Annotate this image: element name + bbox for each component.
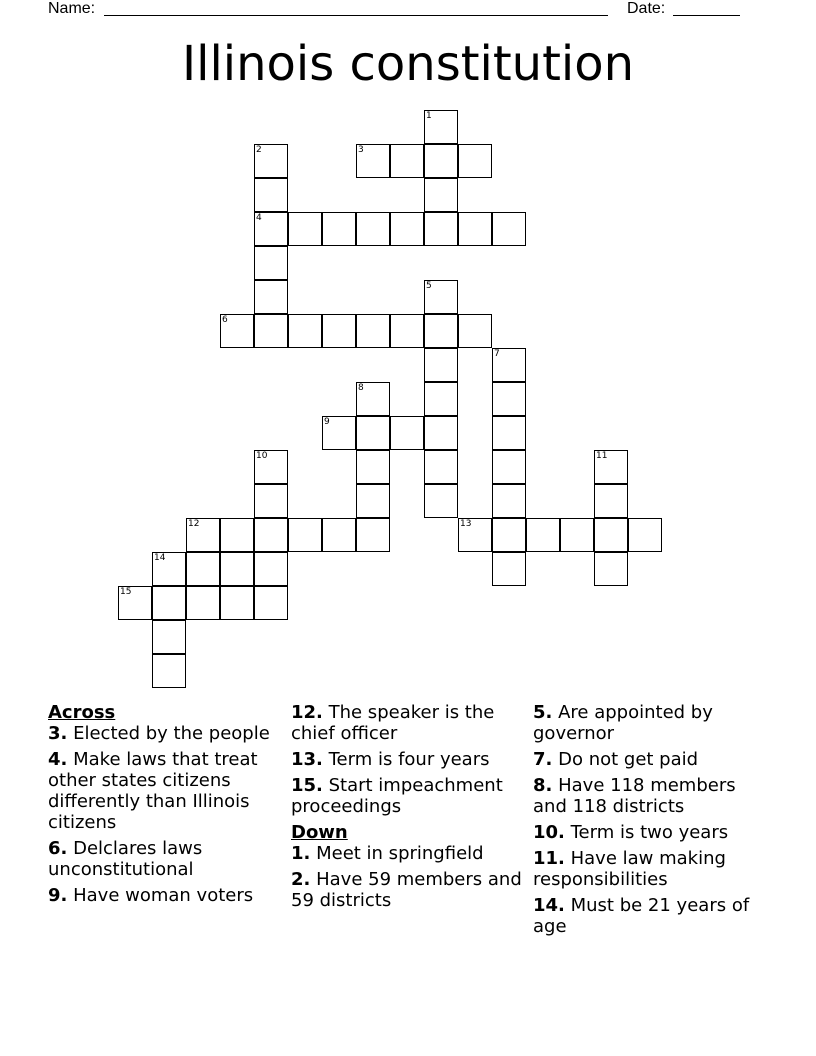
across-clue-list-continued	[291, 702, 527, 817]
crossword-cell[interactable]	[390, 314, 424, 348]
clue-text: Start impeachment proceedings	[291, 775, 503, 817]
crossword-cell[interactable]	[628, 518, 662, 552]
crossword-cell[interactable]	[254, 280, 288, 314]
crossword-cell[interactable]	[322, 314, 356, 348]
crossword-cell[interactable]	[594, 518, 628, 552]
crossword-cell[interactable]	[254, 246, 288, 280]
clue-text: Make laws that treat other states citizens differently than Illinois citizens	[48, 749, 258, 833]
down-clue-list	[291, 843, 527, 911]
clue-item	[533, 775, 769, 817]
clue-text: Do not get paid	[552, 749, 699, 770]
clue-text: Elected by the people	[67, 723, 270, 744]
crossword-cell[interactable]	[594, 552, 628, 586]
page-title: Illinois constitution	[181, 36, 635, 92]
crossword-cell[interactable]	[594, 484, 628, 518]
crossword-cell[interactable]	[356, 484, 390, 518]
clue-item	[48, 723, 284, 744]
crossword-cell[interactable]	[458, 212, 492, 246]
crossword-cell[interactable]	[424, 382, 458, 416]
crossword-cell[interactable]	[424, 314, 458, 348]
crossword-cell[interactable]	[288, 314, 322, 348]
clue-number-label: 4	[256, 213, 262, 223]
crossword-cell[interactable]	[356, 518, 390, 552]
clue-number-label: 8	[358, 383, 364, 393]
crossword-cell[interactable]	[492, 518, 526, 552]
clue-number-label: 15	[120, 587, 132, 597]
crossword-cell[interactable]	[526, 518, 560, 552]
crossword-cell[interactable]	[356, 212, 390, 246]
clue-number: 4.	[48, 749, 68, 770]
clue-number: 12.	[291, 702, 323, 723]
crossword-cell[interactable]	[390, 212, 424, 246]
crossword-cell[interactable]	[288, 518, 322, 552]
crossword-cell[interactable]	[220, 552, 254, 586]
crossword-cell[interactable]	[424, 348, 458, 382]
crossword-cell[interactable]	[356, 314, 390, 348]
clue-number-label: 9	[324, 417, 330, 427]
clue-number: 1.	[291, 843, 311, 864]
crossword-cell[interactable]	[186, 586, 220, 620]
clue-number: 7.	[533, 749, 553, 770]
clue-number: 10.	[533, 822, 565, 843]
crossword-cell[interactable]	[152, 654, 186, 688]
clue-item	[533, 822, 769, 843]
crossword-cell[interactable]	[424, 484, 458, 518]
clue-text: Are appointed by governor	[533, 702, 713, 744]
crossword-cell[interactable]	[492, 552, 526, 586]
clue-number: 8.	[533, 775, 553, 796]
clue-item	[533, 895, 769, 937]
clue-number: 5.	[533, 702, 553, 723]
clue-number-label: 2	[256, 145, 262, 155]
clue-number-label: 11	[596, 451, 608, 461]
crossword-cell[interactable]	[322, 212, 356, 246]
clue-item	[291, 702, 527, 744]
crossword-cell[interactable]	[458, 144, 492, 178]
clue-item	[48, 838, 284, 880]
crossword-cell[interactable]	[390, 416, 424, 450]
crossword-cell[interactable]	[390, 144, 424, 178]
clue-number-label: 14	[154, 553, 166, 563]
crossword-cell[interactable]	[492, 212, 526, 246]
clue-text: Must be 21 years of age	[533, 895, 750, 937]
crossword-cell[interactable]	[424, 212, 458, 246]
clue-number: 2.	[291, 869, 311, 890]
clue-item	[291, 749, 527, 770]
clues-column-3	[533, 702, 769, 942]
crossword-cell[interactable]	[220, 586, 254, 620]
crossword-cell[interactable]	[288, 212, 322, 246]
clue-item	[291, 775, 527, 817]
clue-text: Have 118 members and 118 districts	[533, 775, 736, 817]
clue-number-label: 1	[426, 111, 432, 121]
crossword-cell[interactable]	[492, 484, 526, 518]
crossword-cell[interactable]	[560, 518, 594, 552]
crossword-cell[interactable]	[254, 586, 288, 620]
crossword-cell[interactable]	[254, 484, 288, 518]
clue-item	[291, 843, 527, 864]
clue-number-label: 12	[188, 519, 200, 529]
clue-number-label: 10	[256, 451, 268, 461]
clue-number: 9.	[48, 885, 68, 906]
crossword-cell[interactable]	[254, 518, 288, 552]
clue-text: Have law making responsibilities	[533, 848, 726, 890]
crossword-cell[interactable]	[356, 416, 390, 450]
crossword-cell[interactable]	[356, 450, 390, 484]
clue-item	[533, 848, 769, 890]
clue-number: 15.	[291, 775, 323, 796]
crossword-cell[interactable]	[254, 552, 288, 586]
clue-number-label: 13	[460, 519, 472, 529]
date-label: Date:	[627, 0, 666, 17]
crossword-cell[interactable]	[458, 314, 492, 348]
crossword-cell[interactable]	[254, 178, 288, 212]
crossword-cell[interactable]	[254, 314, 288, 348]
crossword-cell[interactable]	[152, 586, 186, 620]
crossword-cell[interactable]	[424, 144, 458, 178]
crossword-cell[interactable]	[322, 518, 356, 552]
clue-item	[533, 702, 769, 744]
clue-number: 6.	[48, 838, 68, 859]
clue-text: Meet in springfield	[310, 843, 484, 864]
clue-text: Term is four years	[322, 749, 490, 770]
clue-number: 13.	[291, 749, 323, 770]
clue-number: 3.	[48, 723, 68, 744]
crossword-cell[interactable]	[220, 518, 254, 552]
clue-item	[291, 869, 527, 911]
down-header: Down	[291, 822, 348, 843]
across-header: Across	[48, 702, 116, 723]
crossword-cell[interactable]	[424, 416, 458, 450]
crossword-cell[interactable]	[492, 416, 526, 450]
clue-text: Term is two years	[564, 822, 729, 843]
clue-text: Have 59 members and 59 districts	[291, 869, 522, 911]
clue-number-label: 3	[358, 145, 364, 155]
clue-number-label: 5	[426, 281, 432, 291]
clue-number-label: 6	[222, 315, 228, 325]
crossword-cell[interactable]	[424, 178, 458, 212]
across-clue-list	[48, 723, 284, 906]
clue-number-label: 7	[494, 349, 500, 359]
crossword-cell[interactable]	[186, 552, 220, 586]
clue-item	[48, 749, 284, 833]
crossword-cell[interactable]	[152, 620, 186, 654]
crossword-cell[interactable]	[424, 450, 458, 484]
clue-number: 14.	[533, 895, 565, 916]
clue-text: Have woman voters	[67, 885, 254, 906]
name-label: Name:	[48, 0, 96, 17]
down-clue-list-continued	[533, 702, 769, 937]
clue-item	[533, 749, 769, 770]
clue-text: The speaker is the chief officer	[291, 702, 495, 744]
clue-number: 11.	[533, 848, 565, 869]
crossword-cell[interactable]	[492, 450, 526, 484]
clue-text: Delclares laws unconstitutional	[48, 838, 203, 880]
clues-column-2	[291, 702, 527, 916]
clue-item	[48, 885, 284, 906]
clues-column-1	[48, 702, 284, 911]
crossword-cell[interactable]	[492, 382, 526, 416]
